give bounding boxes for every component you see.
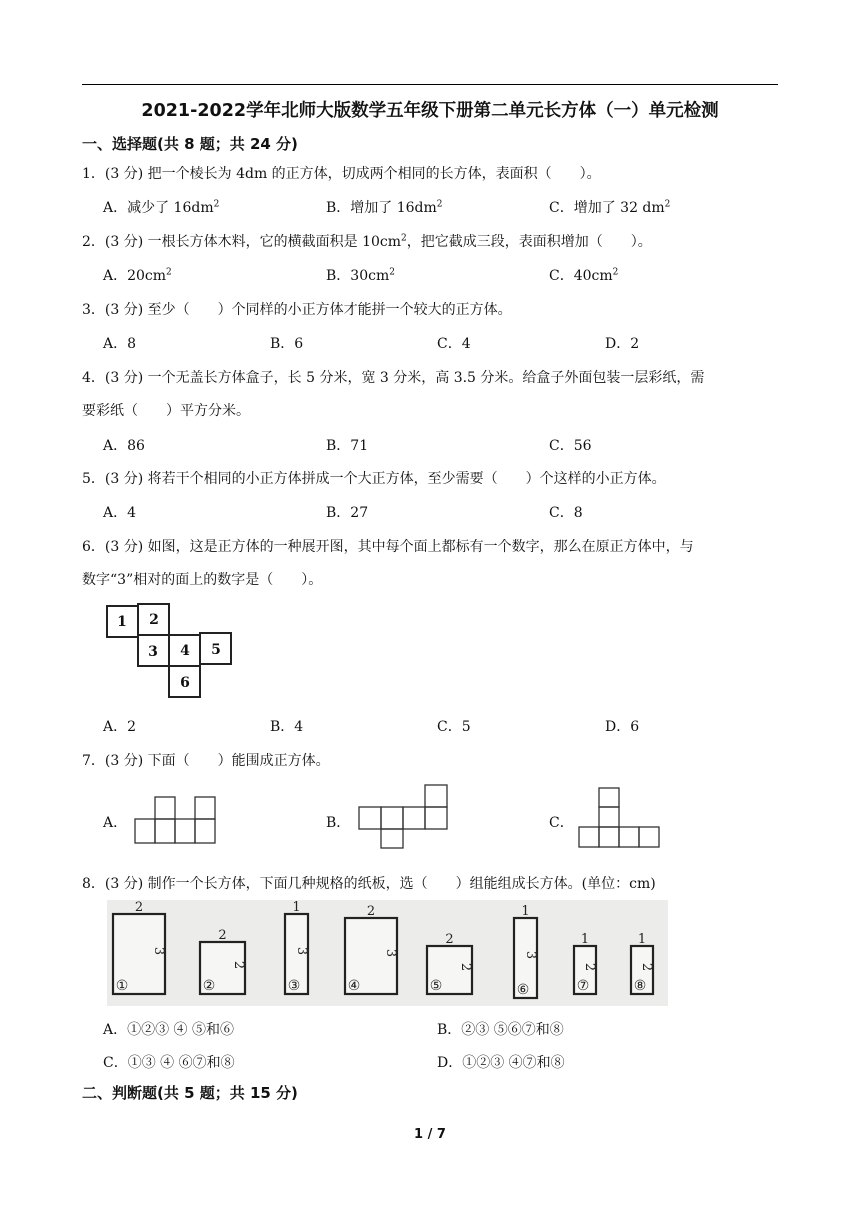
q2-option-b[interactable]: B．$30cm^2$ <box>326 267 395 284</box>
question-4-line-1: 4．(3 分) 一个无盖长方体盒子，长 5 分米，宽 3 分米，高 3.5 分米。给盒子外面包装一层彩纸，需 <box>82 370 705 386</box>
question-1: 1．(3 分) 把一个棱长为 4dm 的正方体，切成两个相同的长方体，表面积（ ）。 <box>82 166 601 182</box>
board-4-width-label: 2 <box>366 904 376 919</box>
q6-option-a[interactable]: A．2 <box>103 719 137 735</box>
net-label-1: 1 <box>117 614 127 630</box>
q5-option-a[interactable]: A．4 <box>103 505 137 521</box>
q8-option-a[interactable]: A．①②③ ④ ⑤和⑥ <box>103 1022 235 1038</box>
q7-option-b[interactable]: B． <box>326 815 351 831</box>
header-rule <box>82 84 778 85</box>
board-1-width-label: 2 <box>134 900 144 915</box>
board-3-width-label: 1 <box>292 900 301 915</box>
q5-option-b[interactable]: B．27 <box>326 505 369 521</box>
q8-option-d[interactable]: D．①②③ ④⑦和⑧ <box>437 1055 565 1071</box>
question-5: 5．(3 分) 将若干个相同的小正方体拼成一个大正方体，至少需要（ ）个这样的小正方体。 <box>82 471 666 487</box>
net-label-4: 4 <box>180 643 190 659</box>
question-6-line-1: 6．(3 分) 如图，这是正方体的一种展开图，其中每个面上都标有一个数字，那么在原正方体中，与 <box>82 539 694 555</box>
board-7-number: ⑦ <box>576 978 590 994</box>
board-8-width-label: 1 <box>637 932 647 947</box>
board-6-number: ⑥ <box>516 982 530 998</box>
board-2-width-label: 2 <box>218 928 227 943</box>
question-4-line-2: 要彩纸（ ）平方分米。 <box>82 403 250 419</box>
q7-net-a <box>133 796 217 846</box>
q6-option-b[interactable]: B．4 <box>270 719 304 735</box>
q8-option-b[interactable]: B．②③ ⑤⑥⑦和⑧ <box>437 1022 564 1038</box>
q4-option-a[interactable]: A．86 <box>103 438 145 454</box>
board-6-height-label: 3 <box>523 950 538 960</box>
q1-option-a[interactable]: A．减少了 $16dm^2$ <box>103 199 220 216</box>
board-1-number: ① <box>115 978 129 994</box>
board-6-width-label: 1 <box>521 904 530 919</box>
board-5-width-label: 2 <box>445 932 454 947</box>
board-2-number: ② <box>202 978 216 994</box>
q1-option-c[interactable]: C．增加了 32 $dm^2$ <box>549 199 671 216</box>
q2-option-c[interactable]: C．$40cm^2$ <box>549 267 619 284</box>
board-7-width-label: 1 <box>580 932 590 947</box>
q3-option-c[interactable]: C．4 <box>437 336 471 352</box>
q7-net-b <box>354 784 450 850</box>
board-5-height-label: 2 <box>458 962 473 972</box>
q3-option-d[interactable]: D．2 <box>605 336 640 352</box>
question-2: 2．(3 分) 一根长方体木料，它的横截面积是 $10cm^2$，把它截成三段，表面积增加（ ）。 <box>82 233 652 250</box>
question-3: 3．(3 分) 至少（ ）个同样的小正方体才能拼一个较大的正方体。 <box>82 302 512 318</box>
net-label-6: 6 <box>180 675 190 691</box>
q2-option-a[interactable]: A．$20cm^2$ <box>103 267 172 284</box>
board-4-number: ④ <box>347 978 361 994</box>
q7-option-a[interactable]: A． <box>103 815 128 831</box>
q3-option-b[interactable]: B．6 <box>270 336 304 352</box>
net-label-3: 3 <box>148 644 158 660</box>
cube-net-figure <box>100 600 240 702</box>
board-3-height-label: 3 <box>294 946 309 956</box>
q6-option-d[interactable]: D．6 <box>605 719 640 735</box>
q5-option-c[interactable]: C．8 <box>549 505 583 521</box>
net-label-2: 2 <box>149 612 159 628</box>
board-3-number: ③ <box>287 978 301 994</box>
section-heading-judgement: 二、判断题(共 5 题；共 15 分) <box>82 1084 298 1102</box>
question-7: 7．(3 分) 下面（ ）能围成正方体。 <box>82 753 330 769</box>
board-5-number: ⑤ <box>429 978 443 994</box>
q8-option-c[interactable]: C．①③ ④ ⑥⑦和⑧ <box>103 1055 235 1071</box>
q4-option-c[interactable]: C．56 <box>549 438 592 454</box>
board-7-height-label: 2 <box>582 962 597 972</box>
board-1-height-label: 3 <box>151 946 166 956</box>
q7-option-c[interactable]: C． <box>549 815 574 831</box>
cardboard-boards-figure <box>107 900 668 1006</box>
question-6-line-2: 数字“3”相对的面上的数字是（ ）。 <box>82 572 323 588</box>
board-4-height-label: 3 <box>383 948 398 958</box>
page-number: 1 / 7 <box>414 1127 446 1142</box>
q3-option-a[interactable]: A．8 <box>103 336 137 352</box>
board-8-height-label: 2 <box>639 962 654 972</box>
section-heading-choice: 一、选择题(共 8 题；共 24 分) <box>82 135 298 153</box>
question-8: 8．(3 分) 制作一个长方体，下面几种规格的纸板，选（ ）组能组成长方体。(单位：cm) <box>82 876 656 892</box>
q7-net-c <box>574 787 662 849</box>
page-title: 2021-2022学年北师大版数学五年级下册第二单元长方体（一）单元检测 <box>141 101 719 121</box>
q6-option-c[interactable]: C．5 <box>437 719 471 735</box>
q1-option-b[interactable]: B．增加了 $16dm^2$ <box>326 199 443 216</box>
board-2-height-label: 2 <box>231 960 246 970</box>
q4-option-b[interactable]: B．71 <box>326 438 369 454</box>
net-label-5: 5 <box>211 642 221 658</box>
board-8-number: ⑧ <box>633 978 647 994</box>
